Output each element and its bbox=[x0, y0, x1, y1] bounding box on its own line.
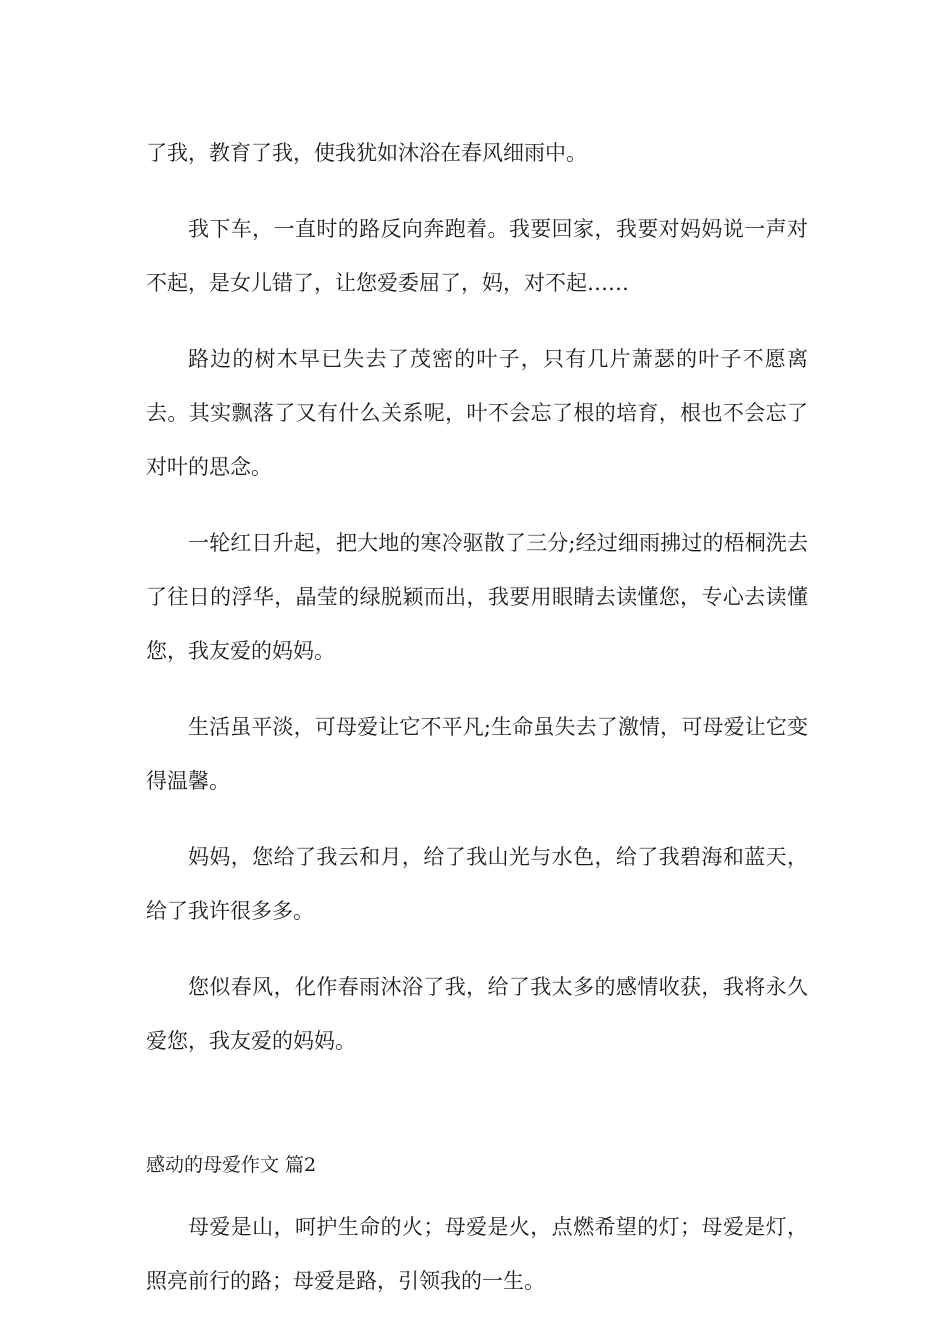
paragraph: 路边的树木早已失去了茂密的叶子，只有几片萧瑟的叶子不愿离去。其实飘落了又有什么关系呢，叶不会忘了根的培育，根也不会忘了对叶的思念。 bbox=[146, 347, 808, 479]
paragraph: 母爱是山，呵护生命的火；母爱是火，点燃希望的灯；母爱是灯，照亮前行的路；母爱是路，引领我的一生。 bbox=[146, 1215, 808, 1293]
section-heading: 感动的母爱作文 篇2 bbox=[146, 1154, 317, 1176]
paragraph-continuation: 了我，教育了我，使我犹如沐浴在春风细雨中。 bbox=[146, 141, 587, 165]
paragraph: 一轮红日升起，把大地的寒冷驱散了三分;经过细雨拂过的梧桐洗去了往日的浮华，晶莹的绿脱颖而出，我要用眼睛去读懂您，专心去读懂您，我友爱的妈妈。 bbox=[146, 531, 808, 663]
paragraph: 您似春风，化作春雨沐浴了我，给了我太多的感情收获，我将永久爱您，我友爱的妈妈。 bbox=[146, 975, 808, 1053]
paragraph: 生活虽平淡，可母爱让它不平凡;生命虽失去了激情，可母爱让它变得温馨。 bbox=[146, 715, 808, 793]
paragraph: 我下车，一直时的路反向奔跑着。我要回家，我要对妈妈说一声对不起，是女儿错了，让您爱委屈了，妈，对不起…… bbox=[146, 217, 808, 295]
paragraph: 妈妈，您给了我云和月，给了我山光与水色，给了我碧海和蓝天，给了我许很多多。 bbox=[146, 845, 808, 923]
document-body bbox=[146, 126, 808, 1330]
